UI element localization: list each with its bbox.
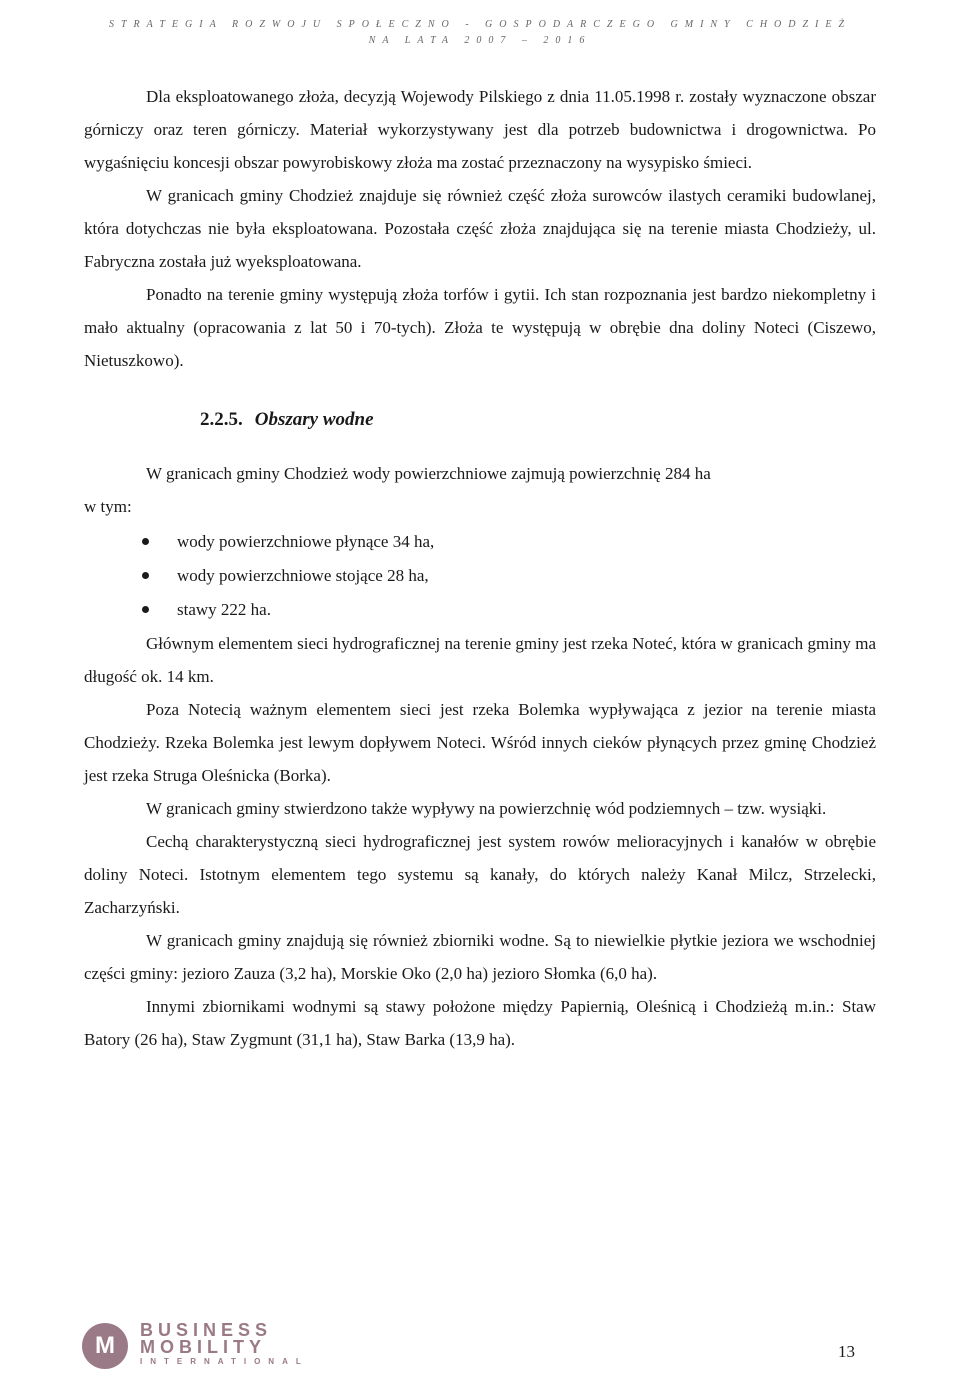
paragraph-lakes: W granicach gminy znajdują się również zbiorniki wodne. Są to niewielkie płytkie jeziora we wschodniej części gminy: jezioro Zauza (3,2 ha), Morskie Oko (2,0 ha) jezioro Słomka (6,0 ha). <box>84 931 876 983</box>
paragraph-ponds: Innymi zbiornikami wodnymi są stawy położone między Papiernią, Oleśnicą i Chodzieżą m.in.: Staw Batory (26 ha), Staw Zygmunt (31,1 ha), Staw Barka (13,9 ha). <box>84 997 876 1049</box>
paragraph-surface-water-intro: W granicach gminy Chodzież wody powierzchniowe zajmują powierzchnię 284 ha <box>146 464 711 483</box>
list-item: wody powierzchniowe płynące 34 ha, <box>84 525 876 559</box>
list-item: stawy 222 ha. <box>84 593 876 627</box>
paragraph-peat-deposits: Ponadto na terenie gminy występują złoża torfów i gytii. Ich stan rozpoznania jest bardzo niekompletny i mało aktualny (opracowania z lat 50 i 70-tych). Złoża te występują w obrębie dna doliny Noteci (Ciszewo, Nietuszkowo). <box>84 285 876 370</box>
paragraph-drainage-ditches: Cechą charakterystyczną sieci hydrograficznej jest system rowów melioracyjnych i kanałów w obrębie doliny Noteci. Istotnym elementem tego systemu są kanały, do których należy Kanał Milcz, Strzelecki, Zacharzyński. <box>84 832 876 917</box>
paragraph-ceramic-clay: W granicach gminy Chodzież znajduje się również część złoża surowców ilastych ceramiki budowlanej, która dotychczas nie była eksploatowana. Pozostała część złoża znajdująca się na terenie miasta Chodzieży, ul. Fabryczna została już wyeksploatowana. <box>84 186 876 271</box>
bullet-icon <box>142 538 149 545</box>
document-header-title: STRATEGIA ROZWOJU SPOŁECZNO - GOSPODARCZEGO GMINY CHODZIEŻ <box>108 19 852 30</box>
section-number: 2.2.5. <box>200 409 243 430</box>
logo-text-international: INTERNATIONAL <box>140 1357 309 1366</box>
section-heading <box>84 403 876 437</box>
business-mobility-logo <box>82 1320 309 1372</box>
bullet-icon <box>142 572 149 579</box>
paragraph-notec-river: Głównym elementem sieci hydrograficznej na terenie gminy jest rzeka Noteć, która w granicach gminy ma długość ok. 14 km. <box>84 634 876 686</box>
paragraph-groundwater-outflows: W granicach gminy stwierdzono także wypływy na powierzchnię wód podziemnych – tzw. wysiąki. <box>146 799 827 818</box>
document-header-period: NA LATA 2007 – 2016 <box>368 35 592 46</box>
bullet-icon <box>142 606 149 613</box>
paragraph-bolemka-river: Poza Notecią ważnym elementem sieci jest rzeka Bolemka wypływająca z jezior na terenie miasta Chodzieży. Rzeka Bolemka jest lewym dopływem Noteci. Wśród innych cieków płynących przez gminę Chodzież jest rzeka Struga Oleśnicka (Borka). <box>84 700 876 785</box>
page-number: 13 <box>838 1342 855 1361</box>
page-body <box>84 80 876 1056</box>
water-area-list <box>84 525 876 627</box>
logo-text-business: BUSINESS <box>140 1320 273 1340</box>
label-w-tym: w tym: <box>84 497 132 516</box>
paragraph-mining-area: Dla eksploatowanego złoża, decyzją Wojewody Pilskiego z dnia 11.05.1998 r. zostały wyznaczone obszar górniczy oraz teren górniczy. Materiał wykorzystywany jest dla potrzeb budownictwa i drogownictwa. Po wygaśnięciu koncesji obszar powyrobiskowy złoża ma zostać przeznaczony na wysypisko śmieci. <box>84 87 876 172</box>
logo-mark-icon: M <box>82 1323 128 1369</box>
section-title: Obszary wodne <box>254 409 374 430</box>
logo-text-mobility: MOBILITY <box>140 1337 266 1357</box>
list-item: wody powierzchniowe stojące 28 ha, <box>84 559 876 593</box>
